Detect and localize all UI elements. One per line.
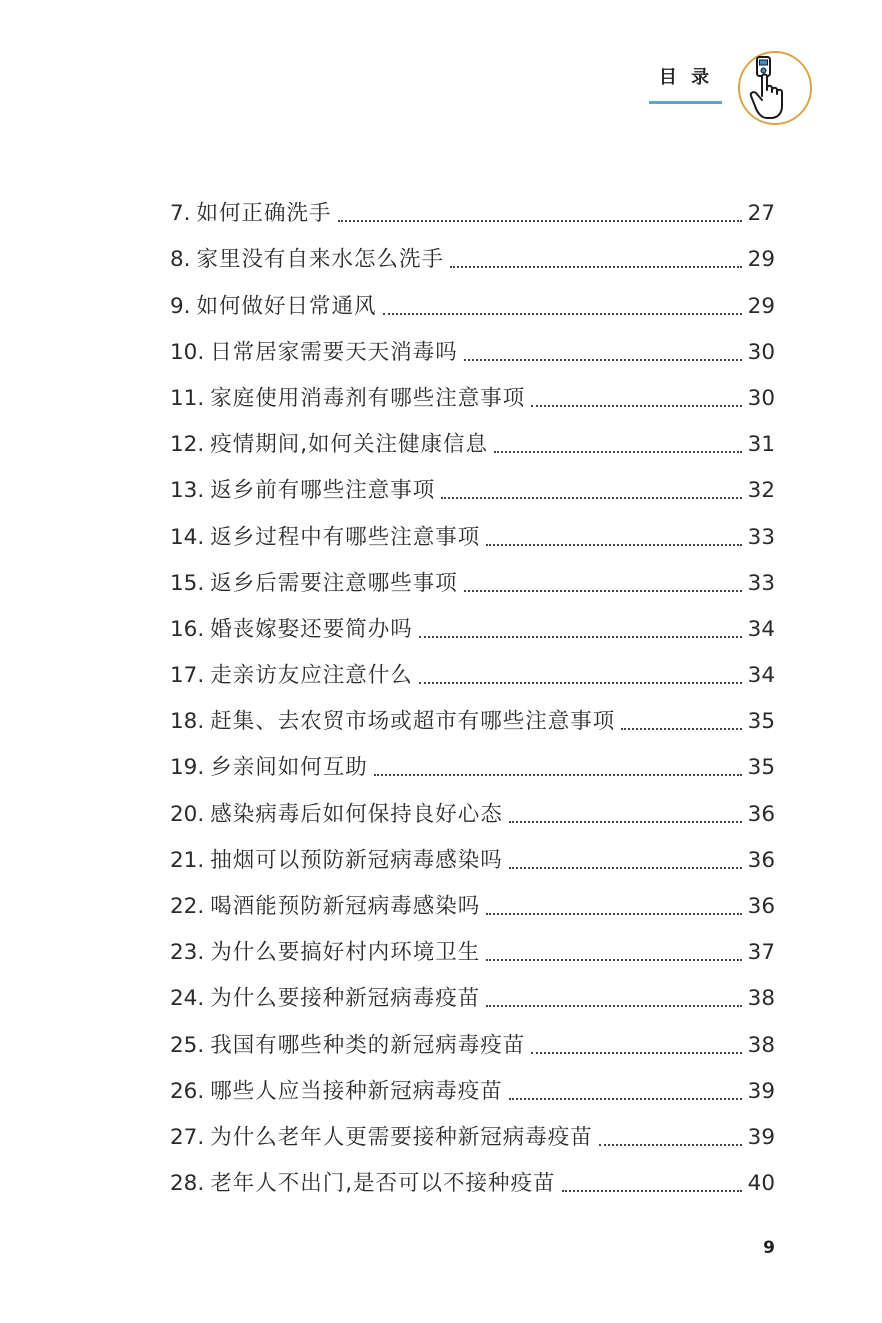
toc-entry-title: 为什么老年人更需要接种新冠病毒疫苗 <box>210 1124 593 1150</box>
toc-entry[interactable] <box>170 699 775 745</box>
toc-entry-page: 40 <box>747 1171 775 1197</box>
toc-entry-number: 20. <box>170 801 205 827</box>
toc-dot-leader <box>621 728 741 730</box>
toc-entry-number: 28. <box>170 1171 205 1197</box>
toc-entry-page: 27 <box>747 201 775 227</box>
toc-entry-number: 8. <box>170 247 191 273</box>
toc-dot-leader <box>486 544 741 546</box>
toc-dot-leader <box>486 959 741 961</box>
toc-dot-leader <box>450 266 742 268</box>
toc-entry[interactable] <box>170 791 775 837</box>
toc-dot-leader <box>464 359 742 361</box>
toc-entry-page: 32 <box>747 478 775 504</box>
toc-entry[interactable] <box>170 976 775 1022</box>
toc-dot-leader <box>464 590 742 592</box>
toc-entry-number: 17. <box>170 663 205 689</box>
toc-entry-title: 返乡前有哪些注意事项 <box>210 478 436 504</box>
toc-entry-title: 婚丧嫁娶还要简办吗 <box>210 616 413 642</box>
toc-entry[interactable] <box>170 283 775 329</box>
toc-entry[interactable] <box>170 468 775 514</box>
toc-entry[interactable] <box>170 422 775 468</box>
toc-entry[interactable] <box>170 514 775 560</box>
toc-entry-title: 我国有哪些种类的新冠病毒疫苗 <box>210 1032 526 1058</box>
toc-dot-leader <box>374 774 742 776</box>
toc-entry-title: 疫情期间,如何关注健康信息 <box>210 432 489 458</box>
toc-entry[interactable] <box>170 561 775 607</box>
toc-entry[interactable] <box>170 1115 775 1161</box>
toc-entry[interactable] <box>170 330 775 376</box>
toc-entry-title: 哪些人应当接种新冠病毒疫苗 <box>210 1078 503 1104</box>
toc-entry-title: 乡亲间如何互助 <box>210 755 368 781</box>
toc-entry[interactable] <box>170 1161 775 1207</box>
toc-entry-number: 26. <box>170 1078 205 1104</box>
table-of-contents <box>170 191 775 1207</box>
toc-dot-leader <box>486 913 741 915</box>
toc-dot-leader <box>531 1052 741 1054</box>
toc-dot-leader <box>509 1098 742 1100</box>
toc-entry-page: 33 <box>747 524 775 550</box>
toc-entry[interactable] <box>170 607 775 653</box>
toc-entry-page: 36 <box>747 847 775 873</box>
toc-entry[interactable] <box>170 838 775 884</box>
toc-entry-title: 日常居家需要天天消毒吗 <box>210 339 458 365</box>
toc-dot-leader <box>599 1144 742 1146</box>
toc-entry[interactable] <box>170 884 775 930</box>
toc-dot-leader <box>494 451 742 453</box>
toc-entry[interactable] <box>170 237 775 283</box>
toc-entry-number: 10. <box>170 339 205 365</box>
toc-entry-page: 38 <box>747 1032 775 1058</box>
toc-entry-title: 如何做好日常通风 <box>196 293 377 319</box>
toc-entry-number: 13. <box>170 478 205 504</box>
toc-entry-page: 36 <box>747 894 775 919</box>
toc-entry-title: 如何正确洗手 <box>196 201 332 227</box>
toc-dot-leader <box>531 405 741 407</box>
toc-entry[interactable] <box>170 1022 775 1068</box>
toc-entry-title: 为什么要搞好村内环境卫生 <box>210 940 481 966</box>
header-underline <box>649 101 722 104</box>
toc-entry[interactable] <box>170 376 775 422</box>
toc-entry[interactable] <box>170 653 775 699</box>
toc-dot-leader <box>338 220 742 222</box>
toc-dot-leader <box>509 821 742 823</box>
toc-dot-leader <box>562 1190 742 1192</box>
toc-entry-number: 27. <box>170 1124 205 1150</box>
toc-entry-title: 家里没有自来水怎么洗手 <box>196 247 445 273</box>
toc-entry-number: 7. <box>170 201 191 227</box>
toc-dot-leader <box>419 636 742 638</box>
pointing-hand-icon <box>737 50 813 126</box>
toc-entry-number: 16. <box>170 616 205 642</box>
toc-entry-page: 30 <box>747 339 775 365</box>
toc-entry[interactable] <box>170 745 775 791</box>
toc-entry-number: 15. <box>170 570 205 596</box>
toc-entry-number: 14. <box>170 524 205 550</box>
toc-entry-page: 35 <box>747 709 775 735</box>
toc-entry-number: 21. <box>170 847 205 873</box>
toc-entry-title: 赶集、去农贸市场或超市有哪些注意事项 <box>210 709 616 735</box>
toc-entry-title: 抽烟可以预防新冠病毒感染吗 <box>210 847 503 873</box>
toc-entry-number: 22. <box>170 894 205 919</box>
toc-entry[interactable] <box>170 191 775 237</box>
header-title: 目 录 <box>658 67 714 88</box>
toc-entry-title: 返乡过程中有哪些注意事项 <box>210 524 481 550</box>
toc-entry[interactable] <box>170 930 775 976</box>
toc-entry-page: 30 <box>747 385 775 411</box>
toc-entry-number: 9. <box>170 293 191 319</box>
toc-entry-page: 34 <box>747 663 775 689</box>
toc-entry-page: 36 <box>747 801 775 827</box>
toc-dot-leader <box>509 867 742 869</box>
toc-dot-leader <box>419 682 742 684</box>
toc-entry-title: 走亲访友应注意什么 <box>210 663 413 689</box>
toc-entry-page: 29 <box>747 293 775 319</box>
toc-entry-page: 39 <box>747 1078 775 1104</box>
toc-entry-number: 24. <box>170 986 205 1012</box>
toc-entry-page: 37 <box>747 940 775 966</box>
toc-entry-title: 为什么要接种新冠病毒疫苗 <box>210 986 481 1012</box>
toc-entry-page: 33 <box>747 570 775 596</box>
toc-entry-page: 29 <box>747 247 775 273</box>
toc-entry-title: 家庭使用消毒剂有哪些注意事项 <box>210 385 526 411</box>
toc-entry-title: 喝酒能预防新冠病毒感染吗 <box>210 894 481 919</box>
toc-entry-title: 感染病毒后如何保持良好心态 <box>210 801 503 827</box>
toc-dot-leader <box>383 313 742 315</box>
toc-entry-page: 34 <box>747 616 775 642</box>
toc-entry-title: 返乡后需要注意哪些事项 <box>210 570 458 596</box>
toc-entry-number: 25. <box>170 1032 205 1058</box>
page-number: 9 <box>763 1238 775 1258</box>
toc-entry-number: 19. <box>170 755 205 781</box>
toc-entry-number: 18. <box>170 709 205 735</box>
toc-dot-leader <box>441 497 741 499</box>
toc-entry-page: 31 <box>747 432 775 458</box>
toc-entry-number: 11. <box>170 385 205 411</box>
toc-entry-page: 39 <box>747 1124 775 1150</box>
toc-entry-page: 35 <box>747 755 775 781</box>
toc-entry-title: 老年人不出门,是否可以不接种疫苗 <box>210 1171 556 1197</box>
toc-entry-page: 38 <box>747 986 775 1012</box>
toc-entry-number: 12. <box>170 432 205 458</box>
toc-entry[interactable] <box>170 1069 775 1115</box>
toc-dot-leader <box>486 1005 741 1007</box>
toc-entry-number: 23. <box>170 940 205 966</box>
